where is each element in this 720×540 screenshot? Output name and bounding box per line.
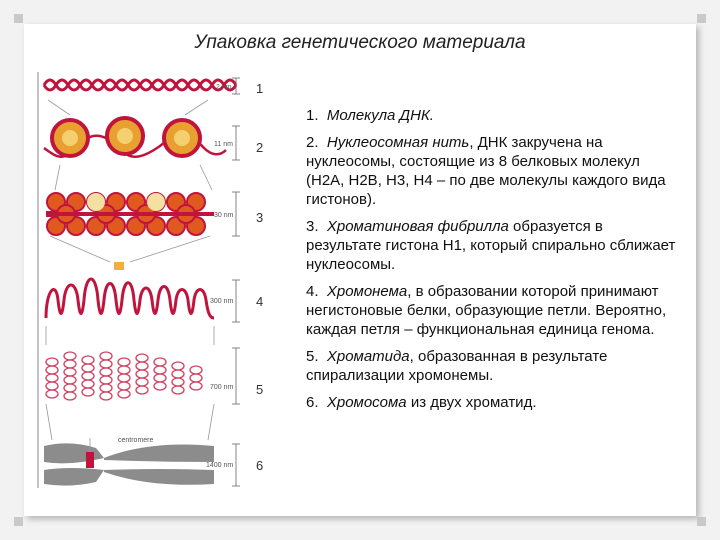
description-list bbox=[306, 106, 678, 420]
stage-number-2: 2 bbox=[256, 140, 264, 155]
scale-label-4: 300 nm bbox=[210, 298, 234, 305]
centromere-mark bbox=[86, 452, 94, 468]
zoom-lines-4-5 bbox=[46, 326, 214, 345]
scale-label-2: 11 nm bbox=[214, 141, 233, 148]
corner-mark-br bbox=[697, 517, 706, 526]
item-text: образуется в результате гистона H1, который спирально сближает нуклеосомы. bbox=[306, 218, 676, 273]
item-text: , ДНК закручена на нуклеосомы, состоящие из 8 белковых молекул (H2A, H2B, H3, H4 – по две молекулы каждого вида гистонов). bbox=[306, 134, 666, 208]
item-term: Хромонема bbox=[326, 283, 408, 300]
centromere-label: centromere bbox=[118, 437, 154, 444]
stage-number-6: 6 bbox=[256, 458, 264, 473]
stage-number-1: 1 bbox=[256, 81, 264, 96]
list-item: 1. Молекула ДНК. bbox=[306, 107, 434, 124]
item-text: из двух хроматид. bbox=[406, 394, 537, 411]
chromatin-packing-diagram bbox=[0, 0, 300, 540]
scale-label-1: 2 nm bbox=[216, 84, 232, 91]
scale-bars bbox=[232, 78, 240, 486]
list-item: 3. Хроматиновая фибрилла образуется в результате гистона H1, который спирально сближает нуклеосомы. bbox=[306, 218, 676, 273]
chromosome bbox=[44, 438, 214, 486]
fibril-connector bbox=[114, 262, 124, 270]
list-item: 4. Хромонема, в образовании которой принимают негистоновые белки, образующие петли. Вероятно, каждая петля – функциональная единица генома. bbox=[306, 283, 667, 338]
list-item: 6. Хромосома из двух хроматид. bbox=[306, 394, 537, 411]
scale-label-6: 1400 nm bbox=[206, 462, 234, 469]
dna-helix bbox=[44, 80, 236, 90]
item-text: , в образовании которой принимают негистоновые белки, образующие петли. Вероятно, каждая петля – функциональная единица генома. bbox=[306, 283, 667, 338]
zoom-lines-1-2 bbox=[48, 100, 208, 115]
zoom-lines-3-4 bbox=[50, 236, 210, 262]
item-term: Хромосома bbox=[326, 394, 407, 411]
corner-mark-tr bbox=[697, 14, 706, 23]
zoom-lines-5-6 bbox=[46, 404, 214, 440]
item-term: Хроматиновая фибрилла bbox=[326, 218, 509, 235]
chromonema-loops bbox=[46, 279, 214, 318]
stage-number-5: 5 bbox=[256, 382, 264, 397]
stage-number-4: 4 bbox=[256, 294, 264, 309]
list-item: 2. Нуклеосомная нить, ДНК закручена на нуклеосомы, состоящие из 8 белковых молекул (H2A, H2B, H3, H4 – по две молекулы каждого вида гистонов). bbox=[306, 134, 666, 208]
nucleosome-string bbox=[44, 118, 226, 157]
item-term: Хроматида bbox=[326, 348, 410, 365]
item-term: Нуклеосомная нить bbox=[326, 134, 470, 151]
page-title: Упаковка генетического материала bbox=[194, 32, 526, 53]
chromatin-fibril bbox=[46, 193, 214, 235]
stage-number-3: 3 bbox=[256, 210, 264, 225]
scale-label-5: 700 nm bbox=[210, 384, 234, 391]
chromatid-coils bbox=[46, 352, 202, 400]
item-text: , образованная в результате спирализации хромонемы. bbox=[306, 348, 608, 384]
item-term: Молекула ДНК. bbox=[326, 107, 434, 124]
zoom-lines-2-3 bbox=[55, 165, 212, 190]
scale-label-3: 30 nm bbox=[214, 212, 234, 219]
list-item: 5. Хроматида, образованная в результате спирализации хромонемы. bbox=[306, 348, 608, 384]
